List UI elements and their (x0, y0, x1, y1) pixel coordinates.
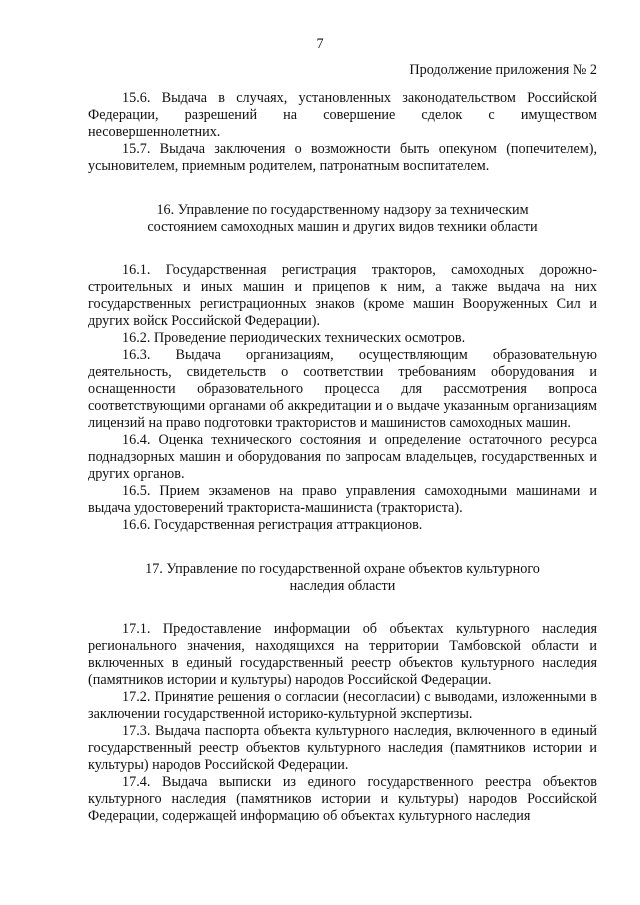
list-item: 16.6. Государственная регистрация аттракционов. (122, 517, 423, 533)
list-item: 16.1. Государственная регистрация тракторов, самоходных дорожно-строительных и иных машин и прицепов к ним, а также выдача на них государственных регистрационных знаков (кроме машин Вооруженных Сил и других войск Российской Федерации). (88, 262, 597, 329)
continuation-label: Продолжение приложения № 2 (409, 62, 597, 78)
page-number: 7 (316, 36, 324, 52)
list-item: 16.3. Выдача организациям, осуществляющим образовательную деятельность, свидетельств о соответствии требованиям оборудования и оснащенности образовательного процесса для рассмотрения вопроса соответствующими органами об аккредитации и о выдаче указанным организациям лицензий на право подготовки трактористов и машинистов самоходных машин. (88, 347, 597, 431)
list-item: 16.2. Проведение периодических технических осмотров. (122, 330, 466, 346)
list-item: 16.4. Оценка технического состояния и определение остаточного ресурса поднадзорных машин и оборудования по запросам владельцев, государственных и других органов. (88, 432, 597, 482)
section-17-heading (108, 561, 577, 595)
list-item: 16.5. Прием экзаменов на право управления самоходными машинами и выдача удостоверений тракториста-машиниста (тракториста). (88, 483, 597, 516)
section-16-heading (108, 202, 577, 236)
list-item: 17.2. Принятие решения о согласии (несогласии) с выводами, изложенными в заключении государственной историко-культурной экспертизы. (88, 689, 597, 722)
list-item: 15.7. Выдача заключения о возможности быть опекуном (попечителем), усыновителем, приемным родителем, патронатным воспитателем. (88, 141, 597, 174)
list-item: 17.3. Выдача паспорта объекта культурного наследия, включенного в единый государственный реестр объектов культурного наследия (памятников истории и культуры) народов Российской Федерации. (88, 723, 597, 773)
document-body (88, 90, 597, 825)
heading-line: 16. Управление по государственному надзору за техническим (156, 202, 529, 218)
heading-line: состоянием самоходных машин и других видов техники области (147, 219, 538, 235)
list-item: 17.1. Предоставление информации об объектах культурного наследия регионального значения, находящихся на территории Тамбовской области и включенных в единый государственный реестр объектов культурного наследия (памятников истории и культуры) народов Российской Федерации. (88, 621, 597, 688)
heading-line: 17. Управление по государственной охране объектов культурного (145, 561, 540, 577)
heading-line: наследия области (289, 578, 396, 594)
list-item: 17.4. Выдача выписки из единого государственного реестра объектов культурного наследия (памятников истории и культуры) народов Российской Федерации, содержащей информацию об объектах культурного наследия (88, 774, 597, 824)
list-item: 15.6. Выдача в случаях, установленных законодательством Российской Федерации, разрешений на совершение сделок с имуществом несовершеннолетних. (88, 90, 597, 140)
